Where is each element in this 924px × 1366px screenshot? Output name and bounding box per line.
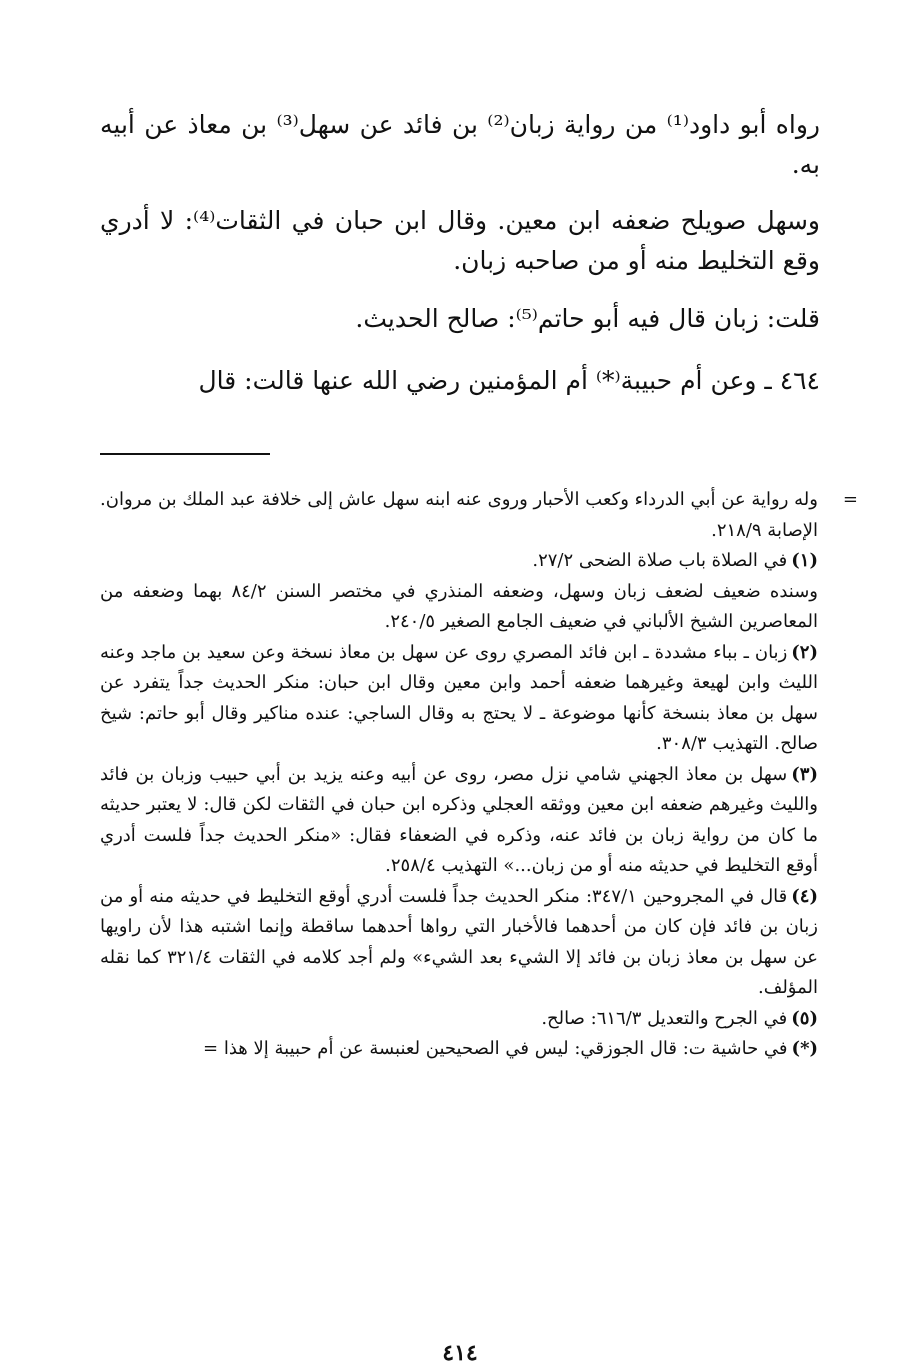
footnote-3 — [100, 760, 818, 882]
footnote-separator-wrap — [100, 453, 820, 455]
footnote-1-extra: وسنده ضعيف لضعف زبان وسهل، وضعفه المنذري في مختصر السنن ٨٤/٢ بهما وضعفه من المعاصرين الشيخ الألباني في ضعيف الجامع الصغير ٢٤٠/٥. — [100, 580, 819, 632]
footnote-text: سهل بن معاذ الجهني شامي نزل مصر، روى عن أبيه وعنه يزيد بن أبي حبيب وزبان بن فائد والليث وغيرهم ضعفه ابن معين ووثقه العجلي وذكره ابن حبان في الثقات لكن قال: لا يعتبر حديثه ما كان من رواية زبان بن فائد عنه، وذكره في الضعفاء فقال: «منكر الحديث جداً فلست أدري أوقع التخليط في حديثه منه أو من زبان...» التهذيب ٢٥٨/٤. — [100, 763, 818, 876]
footnote-text: زبان ـ بباء مشددة ـ ابن فائد المصري روى عن سهل بن معاذ نسخة وعن سعيد بن ماجد وعنه الليث وابن لهيعة وغيرهما ضعفه أحمد وابن معين وقال ابن حبان: منكر الحديث جداً يتفرد عن سهل بن معاذ بنسخة كأنها موضوعة ـ لا يحتج به وقال الساجي: عنده مناكير وقال أبو حاتم: شيخ صالح. التهذيب ٣٠٨/٣. — [100, 641, 818, 754]
footnote-1 — [100, 546, 818, 577]
main-paragraph: رواه أبو داود⁽¹⁾ من رواية زبان⁽²⁾ بن فائد عن سهل⁽³⁾ بن معاذ عن أبيه به. — [100, 110, 820, 179]
main-text — [100, 105, 820, 401]
hadith-paragraph: ٤٦٤ ـ وعن أم حبيبة⁽*⁾ أم المؤمنين رضي الله عنها قالت: قال — [198, 366, 820, 395]
footnote-separator — [100, 453, 270, 455]
main-paragraph: وسهل صويلح ضعفه ابن معين. وقال ابن حبان في الثقات⁽⁴⁾: لا أدري وقع التخليط منه أو من صاحبه زبان. — [100, 206, 820, 275]
page — [100, 105, 858, 1366]
footnote-text: قال في المجروحين ٣٤٧/١: منكر الحديث جداً فلست أدري أوقع التخليط في حديثه منه أو من زبان بن فائد فإن كان من أحدهما فالأخبار التي رواها أحدهما ساقطة وإنما اشتبه هذا لأن راويها عن سهل بن معاذ زبان بن فائد إلا الشيء بعد الشيء» ولم أجد كلامه في الثقات ٣٢١/٤ كما نقله المؤلف. — [100, 885, 818, 998]
footnote-number: (٥) — [791, 1007, 818, 1029]
footnote-5 — [100, 1004, 818, 1035]
footnotes — [100, 485, 858, 1065]
footnote-star — [100, 1034, 818, 1065]
footnote-number: (٣) — [791, 763, 818, 785]
footnote-number: (*) — [791, 1038, 818, 1059]
footnote-number: (٢) — [791, 641, 818, 663]
footnote-2 — [100, 638, 818, 760]
footnote-number: (١) — [791, 550, 818, 571]
footnote-4 — [100, 882, 818, 1004]
page-number: ٤١٤ — [442, 1340, 478, 1366]
main-paragraph: قلت: زبان قال فيه أبو حاتم⁽⁵⁾: صالح الحديث. — [355, 304, 820, 333]
footnote-text: في الجرح والتعديل ٦١٦/٣: صالح. — [541, 1007, 788, 1029]
footnote-number: (٤) — [791, 885, 818, 907]
footnote-continuation-text: وله رواية عن أبي الدرداء وكعب الأحبار وروى عنه ابنه سهل عاش إلى خلافة عبد الملك بن مروان. الإصابة ٢١٨/٩. — [100, 489, 818, 541]
footnote-continuation — [100, 485, 858, 546]
footnote-text: في حاشية ت: قال الجوزقي: ليس في الصحيحين لعنبسة عن أم حبيبة إلا هذا = — [203, 1038, 788, 1059]
continuation-mark: = — [842, 489, 858, 510]
footnote-text: في الصلاة باب صلاة الضحى ٢٧/٢. — [532, 550, 788, 571]
